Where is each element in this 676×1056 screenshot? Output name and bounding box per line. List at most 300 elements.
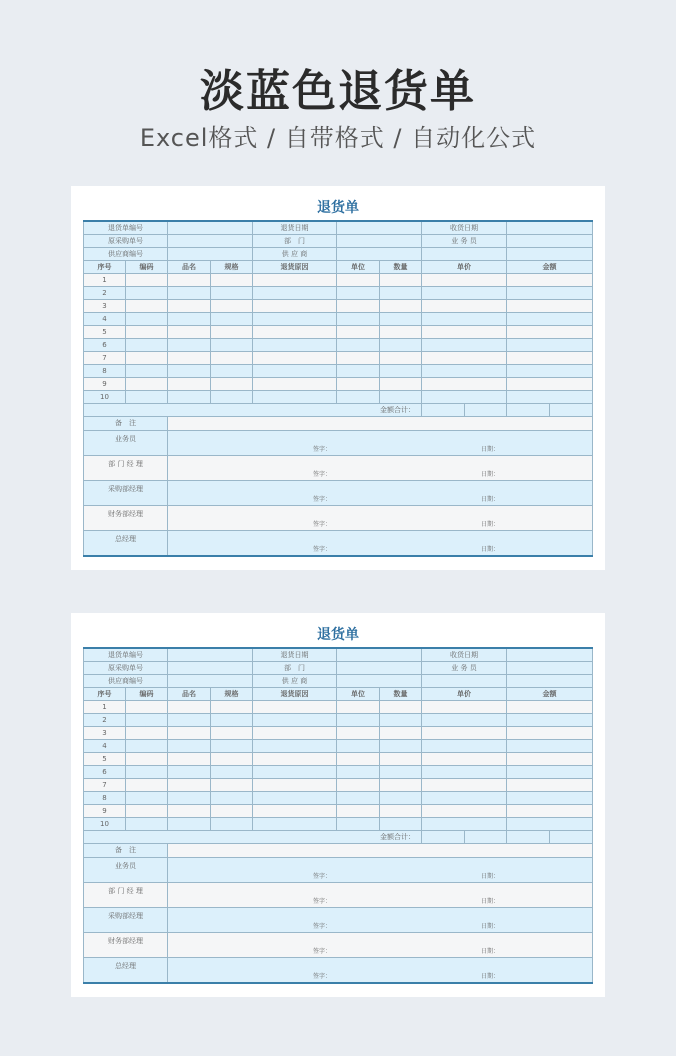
line-item-field[interactable] (211, 792, 253, 805)
line-item-field[interactable] (507, 714, 593, 727)
table-row (84, 753, 593, 766)
line-item-field[interactable] (422, 378, 507, 391)
line-item-field[interactable] (211, 313, 253, 326)
line-item-field[interactable] (253, 300, 337, 313)
line-number: 3 (84, 300, 126, 313)
total-field[interactable] (422, 831, 465, 844)
line-item-field[interactable] (168, 300, 211, 313)
line-item-field[interactable] (422, 779, 507, 792)
line-item-field[interactable] (337, 300, 380, 313)
column-header: 序号 (84, 261, 126, 274)
info-value-field[interactable] (168, 675, 253, 688)
line-item-field[interactable] (253, 740, 337, 753)
signature-row (84, 431, 593, 456)
signatory-label: 财务部经理 (84, 933, 168, 958)
line-number: 9 (84, 378, 126, 391)
date-label: 日期： (481, 446, 500, 453)
line-number: 5 (84, 753, 126, 766)
line-item-field[interactable] (211, 766, 253, 779)
info-label: 原采购单号 (84, 662, 168, 675)
line-item-field[interactable] (380, 300, 422, 313)
total-field[interactable] (507, 831, 550, 844)
line-item-field[interactable] (168, 766, 211, 779)
line-item-field[interactable] (380, 339, 422, 352)
line-item-field[interactable] (380, 365, 422, 378)
info-value-field[interactable] (168, 662, 253, 675)
signature-field[interactable] (168, 933, 593, 958)
line-item-field[interactable] (211, 300, 253, 313)
signature-field[interactable] (168, 858, 593, 883)
line-item-field[interactable] (168, 701, 211, 714)
line-item-field[interactable] (507, 779, 593, 792)
info-label (422, 248, 507, 261)
line-item-field[interactable] (380, 378, 422, 391)
signature-field[interactable] (168, 883, 593, 908)
line-item-field[interactable] (126, 339, 168, 352)
sign-label: 签字： (313, 546, 332, 553)
line-item-field[interactable] (211, 287, 253, 300)
line-item-field[interactable] (168, 391, 211, 404)
signatory-label: 采购部经理 (84, 908, 168, 933)
table-row (84, 818, 593, 831)
line-item-field[interactable] (337, 274, 380, 287)
line-item-field[interactable] (211, 339, 253, 352)
line-item-field[interactable] (507, 740, 593, 753)
line-item-field[interactable] (126, 378, 168, 391)
line-item-field[interactable] (211, 274, 253, 287)
line-item-field[interactable] (422, 274, 507, 287)
line-item-field[interactable] (211, 818, 253, 831)
signature-row (84, 531, 593, 557)
info-row (84, 235, 593, 248)
line-item-field[interactable] (211, 779, 253, 792)
line-item-field[interactable] (253, 365, 337, 378)
line-item-field[interactable] (168, 818, 211, 831)
info-value-field[interactable] (337, 675, 422, 688)
info-label: 业 务 员 (422, 662, 507, 675)
line-item-field[interactable] (422, 753, 507, 766)
line-item-field[interactable] (211, 378, 253, 391)
info-label (422, 675, 507, 688)
table-row (84, 391, 593, 404)
signature-field[interactable] (168, 431, 593, 456)
line-item-field[interactable] (380, 753, 422, 766)
sign-label: 签字： (313, 471, 332, 478)
line-item-field[interactable] (253, 779, 337, 792)
column-header: 序号 (84, 688, 126, 701)
table-row (84, 313, 593, 326)
line-item-field[interactable] (422, 766, 507, 779)
remark-field[interactable] (168, 417, 593, 431)
line-item-field[interactable] (380, 313, 422, 326)
sign-label: 签字： (313, 923, 332, 930)
line-number: 9 (84, 805, 126, 818)
column-header: 退货原因 (253, 688, 337, 701)
table-row (84, 701, 593, 714)
signature-field[interactable] (168, 506, 593, 531)
line-item-field[interactable] (337, 714, 380, 727)
line-item-field[interactable] (337, 326, 380, 339)
line-number: 8 (84, 365, 126, 378)
line-item-field[interactable] (168, 727, 211, 740)
line-item-field[interactable] (211, 727, 253, 740)
line-item-field[interactable] (380, 818, 422, 831)
line-item-field[interactable] (126, 352, 168, 365)
column-header: 品名 (168, 688, 211, 701)
line-item-field[interactable] (253, 313, 337, 326)
info-label: 退货日期 (253, 221, 337, 235)
info-row (84, 221, 593, 235)
line-item-field[interactable] (422, 313, 507, 326)
line-item-field[interactable] (126, 274, 168, 287)
line-item-field[interactable] (337, 727, 380, 740)
sign-label: 签字： (313, 973, 332, 980)
line-item-field[interactable] (380, 326, 422, 339)
column-header: 金额 (507, 688, 593, 701)
line-item-field[interactable] (253, 326, 337, 339)
info-value-field[interactable] (168, 235, 253, 248)
info-value-field[interactable] (507, 248, 593, 261)
column-header: 规格 (211, 261, 253, 274)
signature-row (84, 933, 593, 958)
info-value-field[interactable] (337, 648, 422, 662)
line-item-field[interactable] (507, 352, 593, 365)
line-item-field[interactable] (126, 792, 168, 805)
line-item-field[interactable] (126, 701, 168, 714)
line-item-field[interactable] (337, 701, 380, 714)
page-title: 淡蓝色退货单 (200, 66, 476, 117)
column-header: 金额 (507, 261, 593, 274)
line-item-field[interactable] (507, 313, 593, 326)
line-item-field[interactable] (422, 818, 507, 831)
line-item-field[interactable] (126, 714, 168, 727)
date-label: 日期： (481, 496, 500, 503)
line-item-field[interactable] (380, 701, 422, 714)
line-number: 10 (84, 818, 126, 831)
line-item-field[interactable] (337, 779, 380, 792)
date-label: 日期： (481, 898, 500, 905)
line-item-field[interactable] (337, 766, 380, 779)
column-header: 编码 (126, 688, 168, 701)
return-form-table (83, 220, 593, 557)
line-item-field[interactable] (337, 805, 380, 818)
line-item-field[interactable] (507, 274, 593, 287)
info-value-field[interactable] (337, 248, 422, 261)
line-item-field[interactable] (380, 727, 422, 740)
line-item-field[interactable] (168, 352, 211, 365)
line-item-field[interactable] (126, 740, 168, 753)
signatory-label: 部 门 经 理 (84, 456, 168, 481)
total-field[interactable] (465, 404, 507, 417)
line-item-field[interactable] (126, 818, 168, 831)
info-row (84, 248, 593, 261)
line-item-field[interactable] (507, 753, 593, 766)
line-item-field[interactable] (211, 714, 253, 727)
line-item-field[interactable] (211, 391, 253, 404)
line-item-field[interactable] (211, 753, 253, 766)
column-header: 退货原因 (253, 261, 337, 274)
line-item-field[interactable] (422, 792, 507, 805)
line-item-field[interactable] (507, 818, 593, 831)
line-number: 3 (84, 727, 126, 740)
column-header: 单位 (337, 261, 380, 274)
line-item-field[interactable] (211, 326, 253, 339)
line-item-field[interactable] (168, 339, 211, 352)
line-item-field[interactable] (253, 714, 337, 727)
line-item-field[interactable] (507, 792, 593, 805)
column-header: 数量 (380, 688, 422, 701)
line-item-field[interactable] (337, 740, 380, 753)
line-item-field[interactable] (253, 753, 337, 766)
info-row (84, 662, 593, 675)
line-item-field[interactable] (422, 339, 507, 352)
line-number: 5 (84, 326, 126, 339)
line-item-field[interactable] (337, 339, 380, 352)
line-item-field[interactable] (337, 753, 380, 766)
column-header: 单位 (337, 688, 380, 701)
signature-row (84, 958, 593, 984)
line-item-field[interactable] (507, 326, 593, 339)
line-item-field[interactable] (422, 326, 507, 339)
info-value-field[interactable] (507, 221, 593, 235)
line-item-field[interactable] (422, 352, 507, 365)
signatory-label: 业务员 (84, 858, 168, 883)
sign-label: 签字： (313, 948, 332, 955)
line-item-field[interactable] (211, 352, 253, 365)
line-number: 7 (84, 779, 126, 792)
info-value-field[interactable] (168, 248, 253, 261)
total-field[interactable] (422, 404, 465, 417)
line-item-field[interactable] (422, 300, 507, 313)
line-item-field[interactable] (507, 378, 593, 391)
column-header: 单价 (422, 261, 507, 274)
column-header: 单价 (422, 688, 507, 701)
info-label: 部 门 (253, 662, 337, 675)
signature-row (84, 456, 593, 481)
line-item-field[interactable] (380, 391, 422, 404)
line-item-field[interactable] (168, 740, 211, 753)
line-item-field[interactable] (380, 287, 422, 300)
info-value-field[interactable] (507, 648, 593, 662)
line-item-field[interactable] (507, 727, 593, 740)
line-item-field[interactable] (211, 365, 253, 378)
line-item-field[interactable] (380, 779, 422, 792)
line-item-field[interactable] (337, 365, 380, 378)
line-item-field[interactable] (422, 727, 507, 740)
line-item-field[interactable] (507, 300, 593, 313)
line-item-field[interactable] (126, 753, 168, 766)
line-item-field[interactable] (168, 365, 211, 378)
line-item-field[interactable] (253, 766, 337, 779)
info-row (84, 648, 593, 662)
info-label: 收货日期 (422, 221, 507, 235)
line-item-field[interactable] (337, 792, 380, 805)
line-item-field[interactable] (422, 701, 507, 714)
line-item-field[interactable] (168, 378, 211, 391)
line-item-field[interactable] (168, 805, 211, 818)
info-value-field[interactable] (507, 662, 593, 675)
signatory-label: 财务部经理 (84, 506, 168, 531)
line-item-field[interactable] (507, 766, 593, 779)
line-item-field[interactable] (253, 274, 337, 287)
table-row (84, 287, 593, 300)
line-item-field[interactable] (507, 805, 593, 818)
line-item-field[interactable] (422, 365, 507, 378)
info-value-field[interactable] (337, 221, 422, 235)
line-number: 6 (84, 339, 126, 352)
line-item-field[interactable] (126, 365, 168, 378)
return-form-table (83, 647, 593, 984)
table-row (84, 740, 593, 753)
line-item-field[interactable] (380, 792, 422, 805)
line-item-field[interactable] (126, 326, 168, 339)
signature-row (84, 908, 593, 933)
table-row (84, 326, 593, 339)
line-item-field[interactable] (126, 805, 168, 818)
info-label: 供 应 商 (253, 248, 337, 261)
info-label: 退货单编号 (84, 221, 168, 235)
line-item-field[interactable] (211, 740, 253, 753)
line-item-field[interactable] (380, 274, 422, 287)
line-item-field[interactable] (507, 287, 593, 300)
signature-field[interactable] (168, 908, 593, 933)
signatory-label: 业务员 (84, 431, 168, 456)
line-item-field[interactable] (380, 714, 422, 727)
line-item-field[interactable] (253, 727, 337, 740)
line-item-field[interactable] (126, 727, 168, 740)
column-header: 编码 (126, 261, 168, 274)
info-label: 退货日期 (253, 648, 337, 662)
remark-label: 备 注 (84, 417, 168, 431)
line-item-field[interactable] (168, 326, 211, 339)
table-row (84, 727, 593, 740)
line-item-field[interactable] (211, 701, 253, 714)
line-item-field[interactable] (422, 287, 507, 300)
line-item-field[interactable] (168, 792, 211, 805)
line-item-field[interactable] (253, 701, 337, 714)
line-item-field[interactable] (168, 287, 211, 300)
signatory-label: 采购部经理 (84, 481, 168, 506)
line-item-field[interactable] (380, 766, 422, 779)
info-value-field[interactable] (507, 675, 593, 688)
line-item-field[interactable] (422, 805, 507, 818)
total-field[interactable] (550, 831, 593, 844)
sign-label: 签字： (313, 446, 332, 453)
line-item-field[interactable] (337, 818, 380, 831)
line-item-field[interactable] (168, 779, 211, 792)
line-item-field[interactable] (380, 805, 422, 818)
total-label: 金额合计： (84, 404, 422, 417)
line-item-field[interactable] (253, 287, 337, 300)
remark-field[interactable] (168, 844, 593, 858)
line-item-field[interactable] (337, 287, 380, 300)
line-item-field[interactable] (507, 701, 593, 714)
signature-field[interactable] (168, 531, 593, 557)
sign-label: 签字： (313, 496, 332, 503)
total-field[interactable] (507, 404, 550, 417)
line-item-field[interactable] (168, 714, 211, 727)
signatory-label: 总经理 (84, 958, 168, 984)
signature-field[interactable] (168, 958, 593, 984)
info-value-field[interactable] (507, 235, 593, 248)
line-item-field[interactable] (380, 352, 422, 365)
date-label: 日期： (481, 973, 500, 980)
date-label: 日期： (481, 546, 500, 553)
info-value-field[interactable] (337, 235, 422, 248)
form-title: 退货单 (317, 627, 359, 643)
total-field[interactable] (550, 404, 593, 417)
table-row (84, 378, 593, 391)
date-label: 日期： (481, 923, 500, 930)
sign-label: 签字： (313, 873, 332, 880)
line-item-field[interactable] (380, 740, 422, 753)
table-row (84, 352, 593, 365)
info-value-field[interactable] (337, 662, 422, 675)
signature-field[interactable] (168, 456, 593, 481)
line-item-field[interactable] (126, 300, 168, 313)
line-item-field[interactable] (126, 766, 168, 779)
line-item-field[interactable] (422, 391, 507, 404)
signatory-label: 总经理 (84, 531, 168, 557)
line-item-field[interactable] (211, 805, 253, 818)
line-item-field[interactable] (422, 714, 507, 727)
line-item-field[interactable] (168, 274, 211, 287)
total-label: 金额合计： (84, 831, 422, 844)
signature-row (84, 506, 593, 531)
line-item-field[interactable] (253, 352, 337, 365)
line-item-field[interactable] (126, 779, 168, 792)
form-title: 退货单 (317, 200, 359, 216)
signature-field[interactable] (168, 481, 593, 506)
line-item-field[interactable] (168, 753, 211, 766)
line-item-field[interactable] (126, 313, 168, 326)
line-item-field[interactable] (422, 740, 507, 753)
line-item-field[interactable] (507, 365, 593, 378)
line-item-field[interactable] (337, 352, 380, 365)
info-value-field[interactable] (168, 648, 253, 662)
page-subtitle: Excel格式 / 自带格式 / 自动化公式 (139, 124, 537, 152)
total-field[interactable] (465, 831, 507, 844)
signature-row (84, 858, 593, 883)
info-value-field[interactable] (168, 221, 253, 235)
line-item-field[interactable] (253, 391, 337, 404)
signature-row (84, 481, 593, 506)
line-item-field[interactable] (507, 339, 593, 352)
line-item-field[interactable] (168, 313, 211, 326)
line-item-field[interactable] (253, 805, 337, 818)
line-item-field[interactable] (337, 391, 380, 404)
line-item-field[interactable] (507, 391, 593, 404)
line-item-field[interactable] (337, 313, 380, 326)
info-label: 原采购单号 (84, 235, 168, 248)
remark-label: 备 注 (84, 844, 168, 858)
line-item-field[interactable] (126, 391, 168, 404)
info-label: 退货单编号 (84, 648, 168, 662)
info-label: 供应商编号 (84, 248, 168, 261)
line-number: 7 (84, 352, 126, 365)
line-item-field[interactable] (126, 287, 168, 300)
line-item-field[interactable] (253, 378, 337, 391)
line-item-field[interactable] (253, 339, 337, 352)
line-item-field[interactable] (253, 792, 337, 805)
line-number: 1 (84, 701, 126, 714)
line-item-field[interactable] (253, 818, 337, 831)
line-number: 1 (84, 274, 126, 287)
table-row (84, 792, 593, 805)
line-item-field[interactable] (337, 378, 380, 391)
column-header: 数量 (380, 261, 422, 274)
table-row (84, 339, 593, 352)
